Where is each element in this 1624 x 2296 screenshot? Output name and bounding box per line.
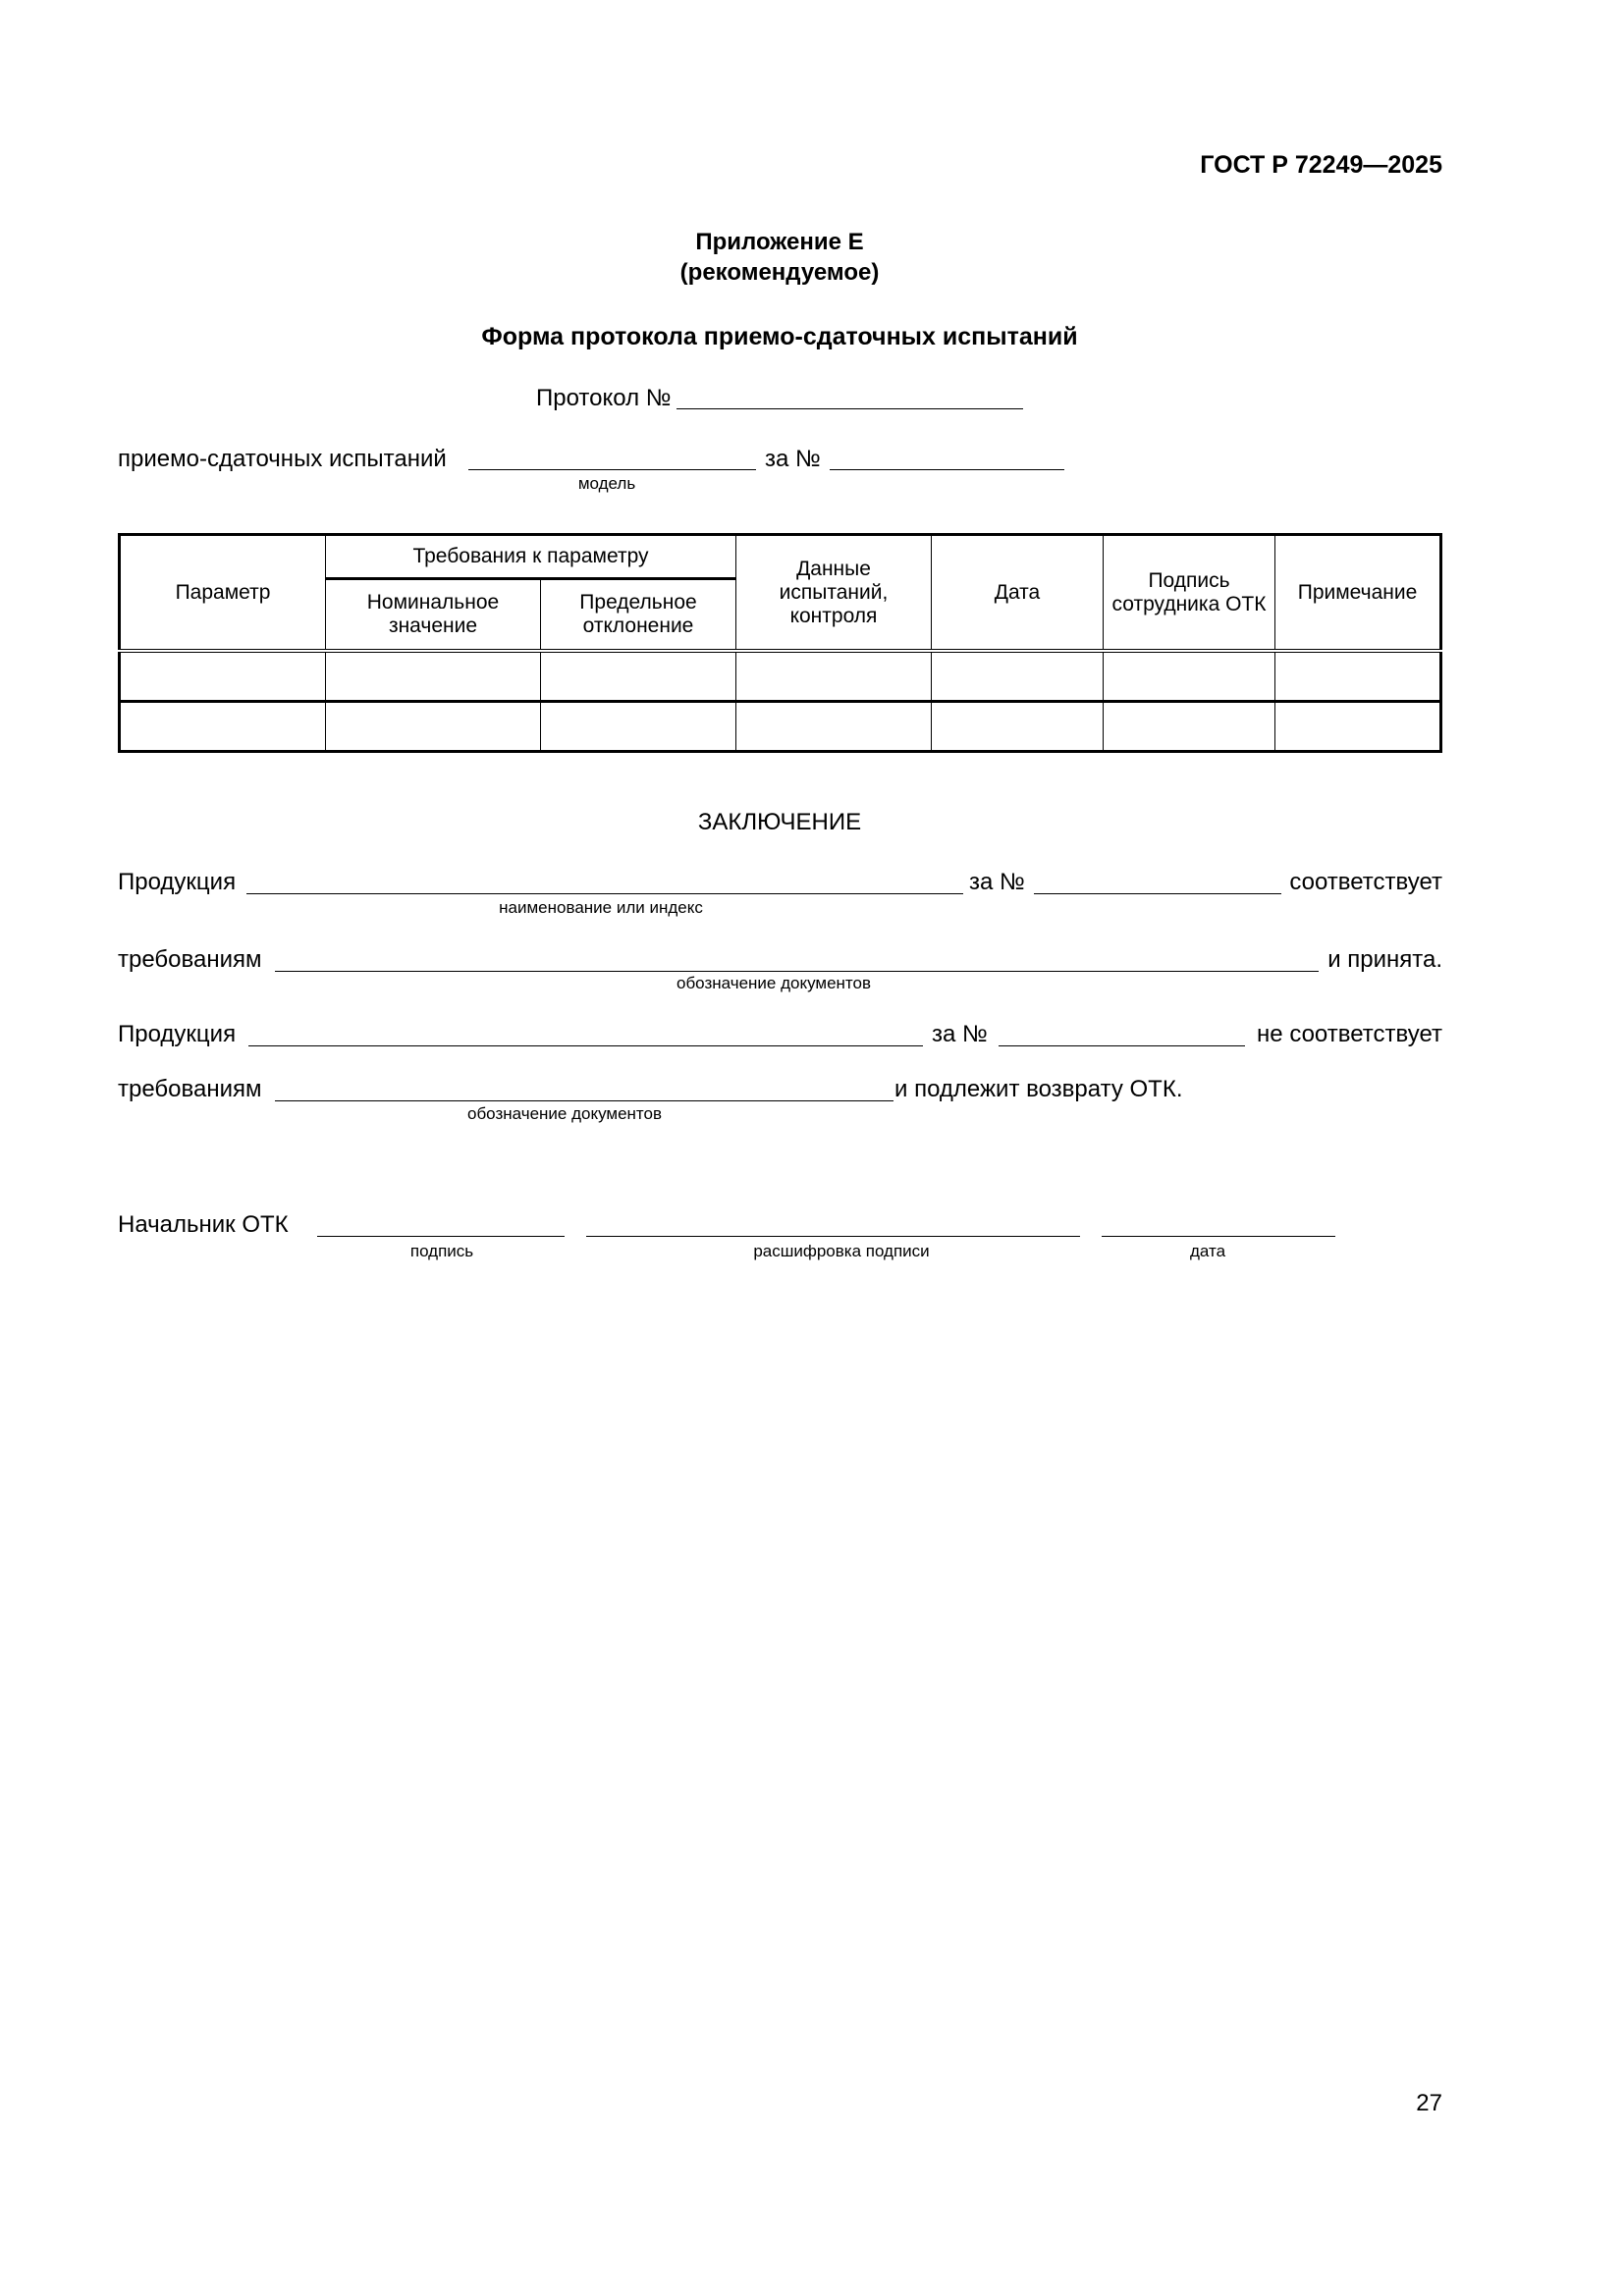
appendix-status: (рекомендуемое) — [679, 259, 880, 286]
complies-text: соответствует — [1289, 869, 1442, 895]
rejected-product-number-field[interactable] — [999, 1045, 1245, 1046]
table-cell[interactable] — [932, 702, 1104, 752]
za-no-label: за № — [765, 446, 821, 472]
documents-caption: обозначение документов — [676, 974, 872, 992]
table-cell[interactable] — [736, 702, 932, 752]
table-row — [120, 651, 1441, 702]
product-name-caption: наименование или индекс — [499, 898, 703, 917]
documents-caption: обозначение документов — [466, 1104, 663, 1123]
header-parameter: Параметр — [120, 535, 326, 652]
protocol-label: Протокол № — [536, 385, 672, 411]
table-cell[interactable] — [1104, 702, 1275, 752]
table-cell[interactable] — [326, 651, 541, 702]
form-title: Форма протокола приемо-сдаточных испытаний — [481, 323, 1078, 350]
header-date: Дата — [932, 535, 1104, 652]
product-label: Продукция — [118, 869, 237, 895]
tests-label: приемо-сдаточных испытаний — [118, 446, 447, 472]
header-test-data: Данные испытаний, контроля — [736, 535, 932, 652]
header-deviation: Предельное отклонение — [541, 579, 736, 652]
model-caption: модель — [577, 474, 636, 493]
header-note: Примечание — [1275, 535, 1441, 652]
requirements-label: требованиям — [118, 946, 262, 973]
tests-number-field[interactable] — [830, 469, 1064, 470]
za-no-label: за № — [932, 1021, 988, 1047]
page-number: 27 — [1416, 2090, 1442, 2116]
not-complies-text: не соответствует — [1257, 1021, 1442, 1047]
signature-decode-field[interactable] — [586, 1236, 1080, 1237]
table-cell[interactable] — [1275, 651, 1441, 702]
table-row — [120, 702, 1441, 752]
head-otk-label: Начальник ОТК — [118, 1211, 289, 1238]
conclusion-title: ЗАКЛЮЧЕНИЕ — [697, 809, 862, 835]
table-cell[interactable] — [1275, 702, 1441, 752]
table-cell[interactable] — [541, 702, 736, 752]
table-cell[interactable] — [120, 702, 326, 752]
return-text: и подлежит возврату ОТК. — [894, 1076, 1183, 1102]
accepted-text: и принята. — [1327, 946, 1442, 973]
header-nominal: Номинальное значение — [326, 579, 541, 652]
table-cell[interactable] — [326, 702, 541, 752]
signature-caption: подпись — [409, 1242, 474, 1260]
product-number-field[interactable] — [1034, 893, 1281, 894]
model-field[interactable] — [468, 469, 756, 470]
table-cell[interactable] — [736, 651, 932, 702]
signature-field[interactable] — [317, 1236, 565, 1237]
header-signature: Подпись сотрудника ОТК — [1104, 535, 1275, 652]
decode-caption: расшифровка подписи — [753, 1242, 930, 1260]
protocol-number-field[interactable] — [677, 408, 1023, 409]
table-cell[interactable] — [120, 651, 326, 702]
documents-field[interactable] — [275, 971, 1319, 972]
date-field[interactable] — [1102, 1236, 1335, 1237]
table-cell[interactable] — [541, 651, 736, 702]
table-cell[interactable] — [1104, 651, 1275, 702]
standard-number: ГОСТ Р 72249—2025 — [1200, 151, 1442, 179]
table-cell[interactable] — [932, 651, 1104, 702]
rejected-product-name-field[interactable] — [248, 1045, 923, 1046]
requirements-label: требованиям — [118, 1076, 262, 1102]
test-results-table — [118, 533, 1442, 753]
date-caption: дата — [1189, 1242, 1226, 1260]
product-name-field[interactable] — [246, 893, 963, 894]
header-requirements: Требования к параметру — [326, 535, 736, 579]
appendix-title: Приложение Е — [695, 229, 864, 255]
za-no-label: за № — [969, 869, 1025, 895]
rejected-documents-field[interactable] — [275, 1100, 893, 1101]
product-label: Продукция — [118, 1021, 237, 1047]
